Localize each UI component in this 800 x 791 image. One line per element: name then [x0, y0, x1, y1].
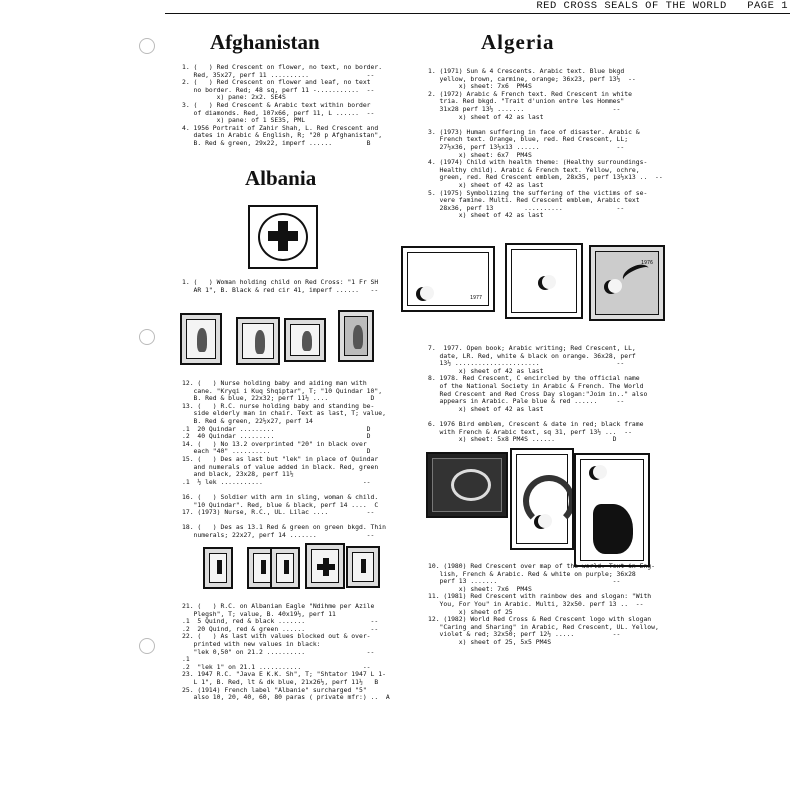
catalog-entry-line: B. Red & green, 22½x27, perf 14	[182, 416, 313, 425]
red-crescent-icon	[538, 276, 552, 290]
afghanistan-entries	[182, 64, 382, 148]
catalog-entry-line: "lek 0,50" on 21.2 .......... --	[182, 647, 375, 656]
catalog-entry-line: .2 40 Quindar ......... D	[182, 432, 371, 441]
catalog-entry-line: Plegsh", T; value, B. 40x19½, perf 11	[182, 609, 336, 618]
catalog-entry-line: 1. (1971) Sun & 4 Crescents. Arabic text. Blue bkgd	[428, 67, 625, 75]
catalog-entry-line: 2. ( ) Red Crescent on flower and leaf, no text	[182, 78, 371, 87]
binder-hole	[139, 329, 155, 345]
catalog-entry-line: lish, French & Arabic. Red & white on purple; 36x28	[428, 569, 636, 578]
catalog-entry-line: green, red. Red Crescent emblem, 28x35, perf 13½x13 .. --	[428, 173, 663, 182]
algeria-stamp-image	[426, 452, 508, 518]
catalog-entry-line: 10. (1980) Red Crescent over map of the world. Text in Eng-	[428, 562, 656, 570]
catalog-entry-line: each "40" .......... D	[182, 447, 371, 456]
catalog-entry-line: x) sheet: 7x6 PM4S	[428, 82, 532, 91]
header-page: PAGE 1	[747, 0, 788, 12]
country-heading-albania: Albania	[245, 166, 317, 190]
catalog-entry-line: 1. ( ) Woman holding child on Red Cross: "1 Fr SH	[182, 278, 379, 286]
catalog-entry-line: 25. (1914) French label "Albanie" surcharged "5"	[182, 685, 367, 694]
catalog-entry-line: AR 1", B. Black & red cir 41, imperf ...... --	[182, 285, 379, 294]
albania-stamp-image	[203, 547, 233, 589]
catalog-entry-line: dates in Arabic & English, R; "20 p Afghanistan",	[182, 131, 383, 140]
catalog-entry-line: 12. (1982) World Red Cross & Red Crescent logo with slogan	[428, 615, 652, 624]
catalog-entry-line: 8. 1978. Red Crescent, C encircled by the official name	[428, 374, 640, 383]
world-map-circle	[451, 469, 491, 501]
catalog-entry-line: violet & red; 32x50; perf 12½ ..... --	[428, 630, 621, 639]
catalog-entry-line: of diamonds. Red, 107x66, perf 11, L ...... --	[182, 108, 375, 117]
catalog-entry-line: 2. (1972) Arabic & French text. Red Crescent in white	[428, 89, 632, 98]
catalog-entry-line: 12. ( ) Nurse holding baby and aiding man with	[182, 379, 367, 387]
binder-hole	[139, 638, 155, 654]
catalog-entry-line: 23. 1947 R.C. "Java E K.K. Sh", T; "Shtator 1947 L 1-	[182, 670, 386, 679]
red-crescent-icon	[416, 287, 430, 301]
algeria-stamp-image	[510, 448, 574, 550]
binder-hole	[139, 38, 155, 54]
catalog-entry-line: 16. ( ) Soldier with arm in sling, woman & child.	[182, 492, 379, 501]
algeria-entries-3	[428, 563, 659, 647]
header-rule	[165, 13, 790, 14]
catalog-entry-line: yellow, brown, carmine, orange; 36x23, perf 13½ --	[428, 74, 636, 83]
catalog-entry-line: 13. ( ) R.C. nurse holding baby and standing be-	[182, 401, 375, 410]
red-cross-icon	[284, 560, 289, 574]
albania-stamp-image	[284, 318, 326, 362]
red-cross-icon	[361, 559, 366, 573]
albania-stamp-image	[305, 543, 345, 589]
catalog-entry-line: x) sheet of 25	[428, 607, 513, 616]
catalog-entry-line: vere famine. Multi. Red Crescent emblem, Arabic text	[428, 196, 640, 205]
algeria-stamp-image	[589, 245, 665, 321]
catalog-entry-line: .1 5 Quind, red & black ....... --	[182, 617, 379, 626]
red-cross-icon	[217, 560, 222, 574]
catalog-entry-line: 4. (1974) Child with health theme: (Healthy surroundings-	[428, 158, 648, 167]
country-heading-afghanistan: Afghanistan	[210, 30, 320, 54]
header-title: RED CROSS SEALS OF THE WORLD	[536, 0, 727, 12]
catalog-entry-line: with French & Arabic text, sq 31, perf 13½ ... --	[428, 427, 632, 436]
catalog-entry-line: L 1", B. Red, lt & dk blue, 21x26½, perf 11½ B	[182, 677, 379, 686]
catalog-entry-line: x) pane: 2x2. SE4S	[182, 93, 286, 102]
albania-entries-2	[182, 603, 390, 702]
catalog-entry-line: 31x28 perf 13½ ....... --	[428, 104, 621, 113]
catalog-entry-line: appears in Arabic. Pale blue & red ...... --	[428, 397, 625, 406]
catalog-entry-line: 18. ( ) Des as 13.1 Red & green on green bkgd. Thin	[182, 523, 386, 532]
stamp-year: 1977	[469, 295, 482, 301]
catalog-entry-line: 27½x36, perf 13½x13 ...... --	[428, 142, 625, 151]
catalog-entry-line: x) sheet of 25, 5x5 PM4S	[428, 637, 552, 646]
catalog-entry-line: and black, 23x28, perf 11½	[182, 470, 294, 479]
catalog-entry-line: side elderly man in chair. Text as last, T; value,	[182, 409, 386, 418]
catalog-entry-line: 11. (1981) Red Crescent with rainbow des and slogan: "With	[428, 592, 652, 601]
catalog-entry-line: 6. 1976 Bird emblem, Crescent & date in red; black frame	[428, 419, 644, 428]
albania-stamp-image	[236, 317, 280, 365]
catalog-entry-line: French text. Orange, blue, red. Red Crescent, LL;	[428, 135, 629, 144]
albania-entry-1	[182, 279, 378, 294]
catalog-entry-line: .1 ½ lek ........... --	[182, 477, 371, 486]
red-crescent-icon	[604, 280, 618, 294]
catalog-entry-line: cane. "Kryqi i Kuq Shqiptar", T; "10 Quindar 10",	[182, 386, 383, 395]
catalog-entry-line: 14. ( ) No 13.2 overprinted "20" in black over	[182, 439, 367, 448]
catalog-entry-line: Red Crescent and Red Cross Day slogan:"Joim in.." also	[428, 389, 648, 398]
albania-stamp-image	[346, 546, 380, 588]
catalog-entry-line: 1. ( ) Red Crescent on flower, no text, no border.	[182, 63, 383, 71]
red-crescent-icon	[534, 515, 548, 529]
red-cross-icon	[317, 564, 335, 570]
catalog-entry-line: Healthy child). Arabic & French text. Yellow, ochre,	[428, 165, 640, 174]
catalog-entry-line: 3. ( ) Red Crescent & Arabic text within border	[182, 100, 371, 109]
catalog-entry-line: 15. ( ) Des as last but "lek" in place of Quindar	[182, 454, 379, 463]
algeria-stamp-image	[574, 453, 650, 567]
catalog-entry-line: x) sheet of 42 as last	[428, 211, 544, 220]
catalog-entry-line: x) pane: of 1 SE35, PML	[182, 116, 306, 125]
catalog-entry-line: 7. 1977. Open book; Arabic writing; Red Crescent, LL,	[428, 344, 636, 352]
albania-stamp-image	[180, 313, 222, 365]
soldier-figure	[353, 325, 363, 349]
catalog-entry-line: x) sheet of 42 as last	[428, 112, 544, 121]
catalog-entry-line: .1	[182, 655, 194, 664]
catalog-entry-line: x) sheet: 6x7 PM4S	[428, 150, 532, 159]
catalog-entry-line: Red, 35x27, perf 11 .......... --	[182, 70, 375, 79]
catalog-entry-line: perf 13 ....... --	[428, 577, 621, 586]
catalog-entry-line: 28x36, perf 13 .......... --	[428, 203, 625, 212]
stamp-year: 1976	[640, 260, 653, 266]
albania-entries	[182, 380, 386, 539]
catalog-entry-line: 13½ ...................... --	[428, 359, 625, 368]
red-crescent-icon	[589, 466, 603, 480]
page-header	[536, 0, 788, 12]
catalog-entry-line: B. Red & blue, 22x32; perf 11½ .... D	[182, 394, 375, 403]
red-cross-icon	[261, 560, 266, 574]
albania-stamp-image	[270, 547, 300, 589]
catalog-entry-line: date, LR. Red, white & black on orange. 36x28, perf	[428, 351, 636, 360]
albania-stamp-image	[248, 205, 318, 269]
hands-emblem	[593, 504, 633, 554]
catalog-entry-line: 21. ( ) R.C. on Albanian Eagle "Ndihme per Azile	[182, 602, 375, 610]
catalog-entry-line: 5. (1975) Symbolizing the suffering of the victims of se-	[428, 188, 648, 197]
nurse-figure	[197, 328, 207, 352]
catalog-entry-line: and numerals of value added in black. Red, green	[182, 462, 379, 471]
catalog-entry-line: x) sheet: 7x6 PM4S	[428, 584, 532, 593]
catalog-entry-line: no border. Red; 48 sq, perf 11 -........... --	[182, 85, 375, 94]
catalog-entry-line: .1 20 Quindar ......... D	[182, 424, 371, 433]
red-cross-icon	[268, 231, 298, 241]
catalog-entry-line: printed with new values in black:	[182, 639, 321, 648]
catalog-entry-line: You, For You" in Arabic. Multi, 32x50. perf 13 .. --	[428, 599, 644, 608]
catalog-entry-line: x) sheet: 5x8 PM4S ...... D	[428, 435, 617, 444]
algeria-stamp-image	[401, 246, 495, 312]
algeria-entries	[428, 68, 663, 220]
catalog-entry-line: B. Red & green, 29x22, imperf ...... B	[182, 138, 371, 147]
catalog-entry-line: x) sheet of 42 as last	[428, 366, 544, 375]
algeria-entries-2	[428, 345, 647, 444]
catalog-entry-line: "10 Quindar". Red, blue & black, perf 14 .... C	[182, 500, 379, 509]
nurse-figure	[255, 330, 265, 354]
catalog-entry-line: x) sheet of 42 as last	[428, 180, 544, 189]
catalog-entry-line: 22. ( ) As last with values blocked out & over-	[182, 632, 371, 641]
catalog-entry-line: "Caring and Sharing" in Arabic, Red Crescent, UL. Yellow,	[428, 622, 659, 631]
catalog-entry-line: 4. 1956 Portrait of Zahir Shah, L. Red Crescent and	[182, 123, 379, 132]
catalog-entry-line: also 10, 20, 40, 60, 80 paras ( private mfr:) .. A	[182, 693, 390, 702]
albania-stamp-image	[338, 310, 374, 362]
catalog-entry-line: 17. (1973) Nurse, R.C., UL. Lilac .... --	[182, 508, 375, 517]
catalog-entry-line: of the National Society in Arabic & French. The World	[428, 381, 644, 390]
catalog-entry-line: .2 "lek 1" on 21.1 ........... --	[182, 662, 371, 671]
catalog-entry-line: numerals; 22x27, perf 14 ....... --	[182, 530, 375, 539]
catalog-entry-line: 3. (1973) Human suffering in face of disaster. Arabic &	[428, 127, 640, 136]
nurse-figure	[302, 331, 312, 351]
catalog-entry-line: .2 20 Quind, red & green ...... --	[182, 624, 379, 633]
algeria-stamp-image	[505, 243, 583, 319]
catalog-entry-line: x) sheet of 42 as last	[428, 404, 544, 413]
country-heading-algeria: Algeria	[481, 30, 555, 54]
catalog-entry-line: tria. Red bkgd. "Trait d'union entre les Hommes"	[428, 97, 625, 106]
